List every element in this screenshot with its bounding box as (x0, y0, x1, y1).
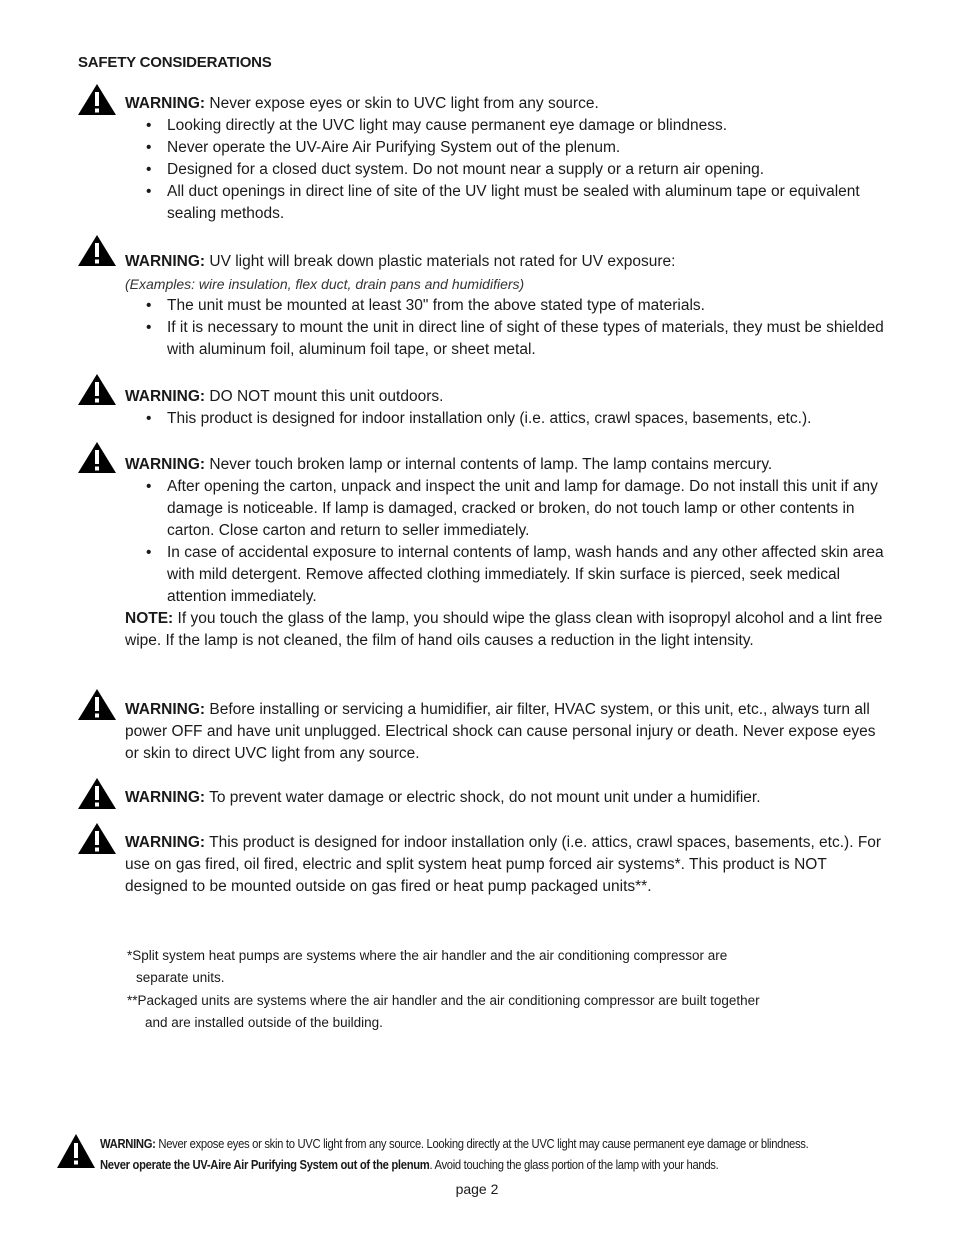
warning-outdoors (125, 386, 885, 430)
warning-plastic-materials (125, 251, 885, 361)
warning-triangle-icon (56, 1133, 96, 1169)
warning-label: WARNING: (125, 388, 206, 405)
warning-text: Before installing or servicing a humidifier, air filter, HVAC system, or this unit, etc., always turn all power OFF and have unit unplugged. Electrical shock can cause personal injury or death. Never expose eyes or skin to direct UVC light from any source. (125, 701, 876, 762)
list-item: • Looking directly at the UVC light may cause permanent eye damage or blindness. (125, 115, 885, 137)
bullet-list (125, 476, 885, 608)
warning-triangle-icon (77, 373, 117, 406)
list-item: • This product is designed for indoor installation only (i.e. attics, crawl spaces, basements, etc.). (125, 408, 885, 430)
list-item: • If it is necessary to mount the unit in direct line of sight of these types of materials, they must be shielded with aluminum foil, aluminum foil tape, or sheet metal. (125, 317, 885, 361)
warning-text: UV light will break down plastic materials not rated for UV exposure: (205, 253, 676, 270)
warning-label: WARNING: (125, 253, 206, 270)
note-text: If you touch the glass of the lamp, you should wipe the glass clean with isopropyl alcohol and a lint free wipe. If the lamp is not cleaned, the film of hand oils causes a reduction in the light intensity. (125, 610, 883, 649)
warning-label: WARNING: (125, 95, 206, 112)
warning-broken-lamp (125, 454, 885, 652)
warning-indoor-only (125, 832, 890, 898)
warning-label: WARNING: (125, 834, 206, 851)
footer-warning (100, 1134, 838, 1176)
warning-triangle-icon (77, 688, 117, 721)
warning-text: Never expose eyes or skin to UVC light from any source. (205, 95, 599, 112)
warning-label: WARNING: (125, 456, 206, 473)
warning-label: WARNING: (125, 701, 206, 718)
warning-label: WARNING: (100, 1137, 156, 1151)
footnote-split-system (127, 945, 887, 989)
warning-uvc-exposure (125, 93, 885, 225)
warning-triangle-icon (77, 441, 117, 474)
list-item: • Never operate the UV-Aire Air Purifying System out of the plenum. (125, 137, 885, 159)
note-paragraph (125, 608, 885, 652)
note-label: NOTE: (125, 610, 174, 627)
footnote-line: **Packaged units are systems where the air handler and the air conditioning compressor are built together (127, 993, 760, 1008)
footer-strong-text: Never operate the UV-Aire Air Purifying System out of the plenum (100, 1158, 430, 1172)
list-item: • All duct openings in direct line of site of the UV light must be sealed with aluminum tape or equivalent sealing methods. (125, 181, 885, 225)
footnote-line: *Split system heat pumps are systems where the air handler and the air conditioning compressor are (127, 948, 728, 963)
warning-triangle-icon (77, 822, 117, 855)
warning-triangle-icon (77, 234, 117, 267)
warning-power-off (125, 699, 885, 765)
warning-triangle-icon (77, 83, 117, 116)
footer-text: Never expose eyes or skin to UVC light from any source. Looking directly at the UVC light may cause permanent eye damage or blindness. (155, 1137, 809, 1151)
footer-text: . Avoid touching the glass portion of the lamp with your hands. (429, 1158, 719, 1172)
bullet-list (125, 408, 885, 430)
bullet-list (125, 295, 885, 361)
warning-humidifier (125, 787, 885, 809)
warning-label: WARNING: (125, 789, 206, 806)
page-heading: SAFETY CONSIDERATIONS (78, 54, 272, 71)
examples-text: (Examples: wire insulation, flex duct, drain pans and humidifiers) (125, 276, 525, 292)
footnote-packaged-units (127, 990, 887, 1034)
footnote-line: separate units. (136, 970, 225, 985)
list-item: • The unit must be mounted at least 30" from the above stated type of materials. (125, 295, 885, 317)
list-item: • In case of accidental exposure to internal contents of lamp, wash hands and any other affected skin area with mild detergent. Remove affected clothing immediately. If skin surface is pierced, seek medical attention immediately. (125, 542, 885, 608)
bullet-list (125, 115, 885, 225)
page-number: page 2 (455, 1181, 499, 1197)
warning-text: This product is designed for indoor installation only (i.e. attics, crawl spaces, basements, etc.). For use on gas fired, oil fired, electric and split system heat pump forced air systems*. This product is NOT designed to be mounted outside on gas fired or heat pump packaged units**. (125, 834, 882, 895)
warning-triangle-icon (77, 777, 117, 810)
footnote-line: and are installed outside of the building. (145, 1015, 383, 1030)
warning-text: Never touch broken lamp or internal contents of lamp. The lamp contains mercury. (205, 456, 773, 473)
list-item: • After opening the carton, unpack and inspect the unit and lamp for damage. Do not install this unit if any damage is noticeable. If lamp is damaged, cracked or broken, do not touch lamp or other contents in carton. Close carton and return to seller immediately. (125, 476, 885, 542)
warning-text: DO NOT mount this unit outdoors. (205, 388, 444, 405)
list-item: • Designed for a closed duct system. Do not mount near a supply or a return air opening. (125, 159, 885, 181)
warning-text: To prevent water damage or electric shock, do not mount unit under a humidifier. (205, 789, 761, 806)
